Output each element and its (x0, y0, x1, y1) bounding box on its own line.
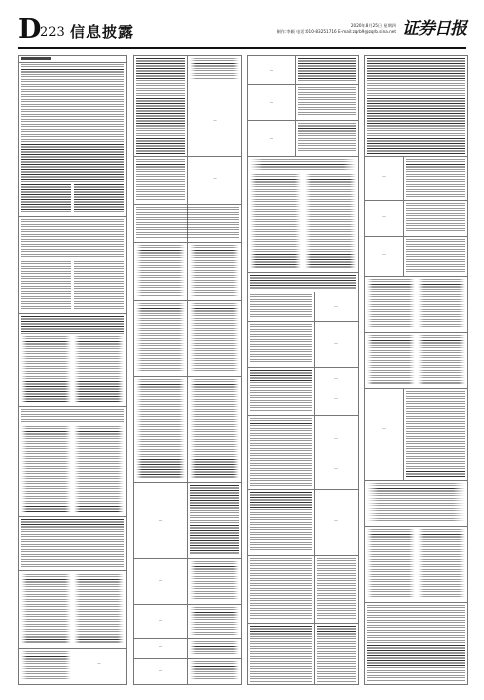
divider (134, 482, 241, 483)
text-block (250, 174, 301, 269)
divider (365, 332, 467, 333)
divider (134, 604, 241, 605)
text-block (367, 529, 415, 599)
text-block (305, 174, 356, 269)
table-cell: — (382, 252, 386, 256)
table-cell: — (382, 174, 386, 178)
table-cell: — (334, 518, 338, 522)
table-cell: — (158, 618, 163, 622)
text-block (74, 184, 124, 212)
text-block (190, 661, 239, 681)
text-block (190, 58, 239, 80)
text-block (136, 159, 185, 201)
header-meta (277, 23, 396, 35)
table-cell: — (97, 661, 101, 665)
text-block (406, 391, 465, 477)
divider (134, 658, 241, 659)
text-block (190, 485, 239, 555)
section-number: 223 (40, 25, 65, 40)
text-block (317, 558, 356, 620)
table-cell: — (334, 436, 338, 440)
text-block (190, 607, 239, 635)
text-block (250, 558, 312, 620)
table-cell: — (269, 100, 274, 104)
divider (248, 84, 358, 85)
page-header (18, 14, 466, 48)
text-block (250, 159, 356, 171)
text-block (21, 184, 71, 212)
divider (365, 388, 467, 389)
text-block (21, 336, 71, 402)
divider (248, 120, 358, 121)
divider (134, 300, 241, 301)
table-cell: — (158, 578, 163, 582)
text-block (190, 379, 239, 479)
text-block (298, 87, 356, 117)
text-block (250, 370, 312, 412)
divider (19, 570, 126, 571)
text-block (136, 379, 185, 479)
divider (248, 156, 358, 157)
text-block (21, 651, 71, 681)
text-block (136, 58, 185, 154)
table-cell: — (213, 176, 217, 180)
table-divider (295, 56, 296, 156)
contact-line: 制作:李颖 电话:010-83251716 E-mail:zqrb9@zqrb.sina.net (276, 29, 396, 34)
text-block (21, 519, 124, 567)
text-block (406, 203, 465, 233)
divider (248, 489, 358, 490)
table-cell: — (334, 376, 338, 380)
table-divider (314, 292, 315, 684)
text-block (418, 335, 465, 385)
text-block (406, 239, 465, 273)
text-block (250, 418, 312, 486)
table-divider (403, 156, 404, 276)
divider (134, 156, 241, 157)
table-cell: — (334, 341, 338, 345)
divider (134, 204, 241, 205)
table-cell: — (334, 396, 338, 400)
divider (365, 156, 467, 157)
divider (19, 313, 126, 314)
column-4 (364, 55, 468, 685)
divider (19, 406, 126, 407)
divider (19, 516, 126, 517)
divider (19, 648, 126, 649)
divider (365, 602, 467, 603)
text-block (418, 279, 465, 329)
divider (134, 638, 241, 639)
table-cell: — (334, 466, 338, 470)
divider (19, 216, 126, 217)
section-title: 信息披露 (70, 23, 135, 41)
text-block (406, 159, 465, 197)
text-block (250, 324, 312, 364)
divider (19, 62, 126, 63)
text-block (21, 574, 71, 644)
table-divider (187, 56, 188, 684)
table-divider (403, 388, 404, 480)
table-cell: — (158, 518, 163, 522)
divider (365, 480, 467, 481)
text-block (136, 303, 185, 373)
table-cell: — (382, 426, 386, 430)
text-block (21, 426, 71, 512)
divider (365, 236, 467, 237)
text-block (74, 574, 124, 644)
date-line: 2020年8月25日 星期四 (350, 23, 396, 28)
column-1 (18, 55, 127, 685)
text-block (367, 483, 465, 523)
column-1-heading-bar (21, 57, 51, 60)
text-block (21, 316, 124, 334)
text-block (136, 245, 185, 297)
text-block (367, 279, 415, 329)
text-block (418, 529, 465, 599)
table-cell: — (334, 304, 338, 308)
divider (365, 276, 467, 277)
text-block (250, 492, 312, 552)
table-cell: — (269, 68, 274, 72)
text-block (74, 261, 124, 309)
text-block (21, 261, 71, 309)
text-block (317, 626, 356, 682)
divider (248, 321, 358, 322)
text-block (190, 303, 239, 373)
text-block (367, 605, 465, 681)
text-block (298, 58, 356, 82)
divider (248, 367, 358, 368)
header-rule (18, 47, 466, 49)
divider (365, 526, 467, 527)
text-block (190, 561, 239, 601)
table-cell: — (213, 118, 217, 122)
newspaper-logo: 证券日报 (402, 19, 466, 39)
table-cell: — (158, 644, 163, 648)
table-cell: — (382, 214, 386, 218)
text-block (367, 58, 465, 154)
text-block (74, 426, 124, 512)
text-block (21, 409, 124, 424)
column-2 (133, 55, 242, 685)
divider (365, 200, 467, 201)
divider (134, 558, 241, 559)
section-letter: D (18, 14, 41, 45)
text-block (136, 207, 239, 239)
divider (134, 242, 241, 243)
text-block (250, 275, 356, 289)
divider (248, 555, 358, 556)
table-cell: — (269, 136, 274, 140)
divider (134, 376, 241, 377)
text-block (21, 219, 124, 259)
text-block (250, 294, 312, 318)
divider (248, 623, 358, 624)
text-block (367, 335, 415, 385)
text-block (190, 245, 239, 297)
column-3 (247, 55, 359, 685)
text-block (298, 123, 356, 153)
text-block (190, 641, 239, 655)
text-block (250, 626, 312, 682)
text-block (21, 64, 124, 182)
text-block (74, 336, 124, 402)
table-cell: — (158, 668, 163, 672)
divider (248, 415, 358, 416)
divider (248, 272, 358, 273)
